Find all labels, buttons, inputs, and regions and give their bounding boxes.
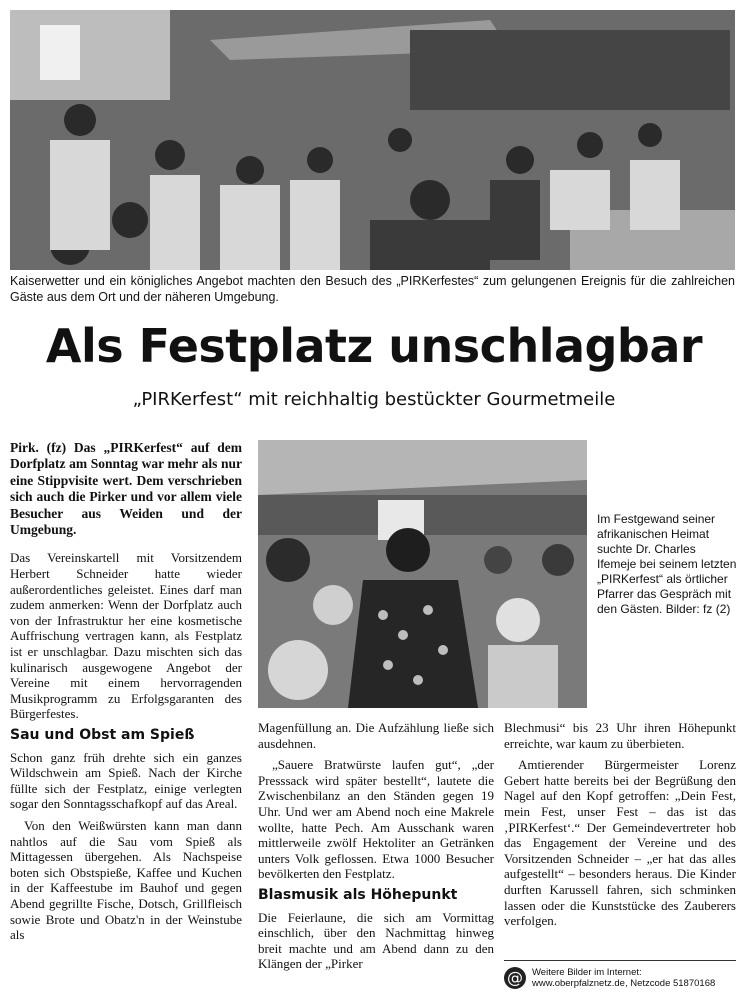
paragraph: Von den Weißwürsten kann man dann nahtlos auf die Sau vom Spieß als Mittagessen übergehen. Als Nachspeise boten sich Obstspieße, Kaffee und Kuchen in der Kaffeestube im Bauhof und gegen Abend gegrillte Fische, Dotsch, Grillfleisch sowie Brote und Obatz'n in der Weinstube als (10, 817, 242, 943)
online-link-text (532, 967, 715, 989)
lead-paragraph: Pirk. (fz) Das „PIRKerfest“ auf dem Dorfplatz am Sonntag war mehr als nur eine Stippvisite wert. Dem verschrieben sich auch die Pirker und vor allem viele Besucher aus Weiden und der Umgebung. (10, 440, 242, 538)
subheading-blasmusik: Blasmusik als Höhepunkt (258, 886, 458, 903)
online-link-line1: Weitere Bilder im Internet: (532, 966, 642, 978)
paragraph: Amtierender Bürgermeister Lorenz Gebert hatte bereits bei der Begrüßung den Nagel auf den Kopf getroffen: „Dein Fest, mein Fest, unser Fest – das ist das ‚PIRKerfest‘.“ Der Gemeindevertreter hob das Engagement der Vereine und des Vorsitzenden Schneider – „er hat das alles aufgestellt“ – besonders heraus. Die Kinder durften Karussell fahren, sich schminken lassen oder die Kunststücke des Zauberers verfolgen. (504, 757, 736, 929)
subheadline: „PIRKerfest“ mit reichhaltig bestückter Gourmetmeile (132, 389, 616, 410)
article-column-2 (258, 720, 494, 995)
top-photo-caption: Kaiserwetter und ein königliches Angebot machten den Besuch des „PIRKerfestes“ zum gelungenen Ereignis für die zahlreichen Gäste aus dem Ort und der näheren Umgebung. (10, 274, 735, 304)
pastor-illustration (258, 440, 587, 708)
paragraph: „Sauere Bratwürste laufen gut“, „der Presssack wird später bestellt“, lautete die Zwischenbilanz an den Ständen gegen 19 Uhr. Und wer am Abend noch eine Makrele wollte, hatte Pech. Am Ausschank waren mittlerweile zwölf Hektoliter an Getränken unters Volk geflossen. Etwa 1000 Besucher bevölkerten den Festplatz. (258, 757, 494, 882)
at-icon: @ (504, 967, 526, 989)
pastor-photo-caption: Im Festgewand seiner afrikanischen Heimat suchte Dr. Charles Ifemeje bei seinem letzten „PIRKerfest“ als örtlicher Pfarrer das Gespräch mit den Gästen. Bilder: fz (2) (597, 512, 737, 616)
paragraph: Schon ganz früh drehte sich ein ganzes Wildschwein am Spieß. Nach der Kirche füllte sich der Festplatz, einige verlegten sogar den Sonntagsschafkopf auf das Areal. (10, 749, 242, 812)
paragraph: Das Vereinskartell mit Vorsitzendem Herbert Schneider hatte wieder außerordentliches geleistet. Eines darf man zudem anmerken: Wenn der Dorfplatz auch von der Infrastruktur her eine kosmetische Auffrischung vertragen kann, als Festplatz ist er unschlagbar. Dazu mischten sich das kulinarisch ausgewogene Angebot der Vereine mit einem hervorragenden Musikprogramm zu Erfolgsgaranten des Bürgerfestes. (10, 550, 242, 722)
article-column-1 (10, 440, 242, 995)
subheading-sau-und-obst: Sau und Obst am Spieß (10, 726, 195, 743)
online-link-url[interactable]: www.oberpfalznetz.de, Netzcode 51870168 (532, 977, 716, 989)
article-column-3 (504, 720, 736, 960)
paragraph: Die Feierlaune, die sich am Vormittag einschlich, über den Nachmittag hinweg breit machte und am Abend dann zu den Klängen der „Pirker (258, 909, 494, 972)
paragraph: Magenfüllung an. Die Aufzählung ließe sich ausdehnen. (258, 720, 494, 751)
festival-crowd-illustration (10, 10, 735, 270)
festival-crowd-photo (10, 10, 735, 270)
headline: Als Festplatz unschlagbar (45, 319, 703, 373)
pastor-photo (258, 440, 587, 708)
online-link-box[interactable] (504, 960, 736, 990)
paragraph: Blechmusi“ bis 23 Uhr ihren Höhepunkt erreichte, war kaum zu überbieten. (504, 720, 736, 751)
